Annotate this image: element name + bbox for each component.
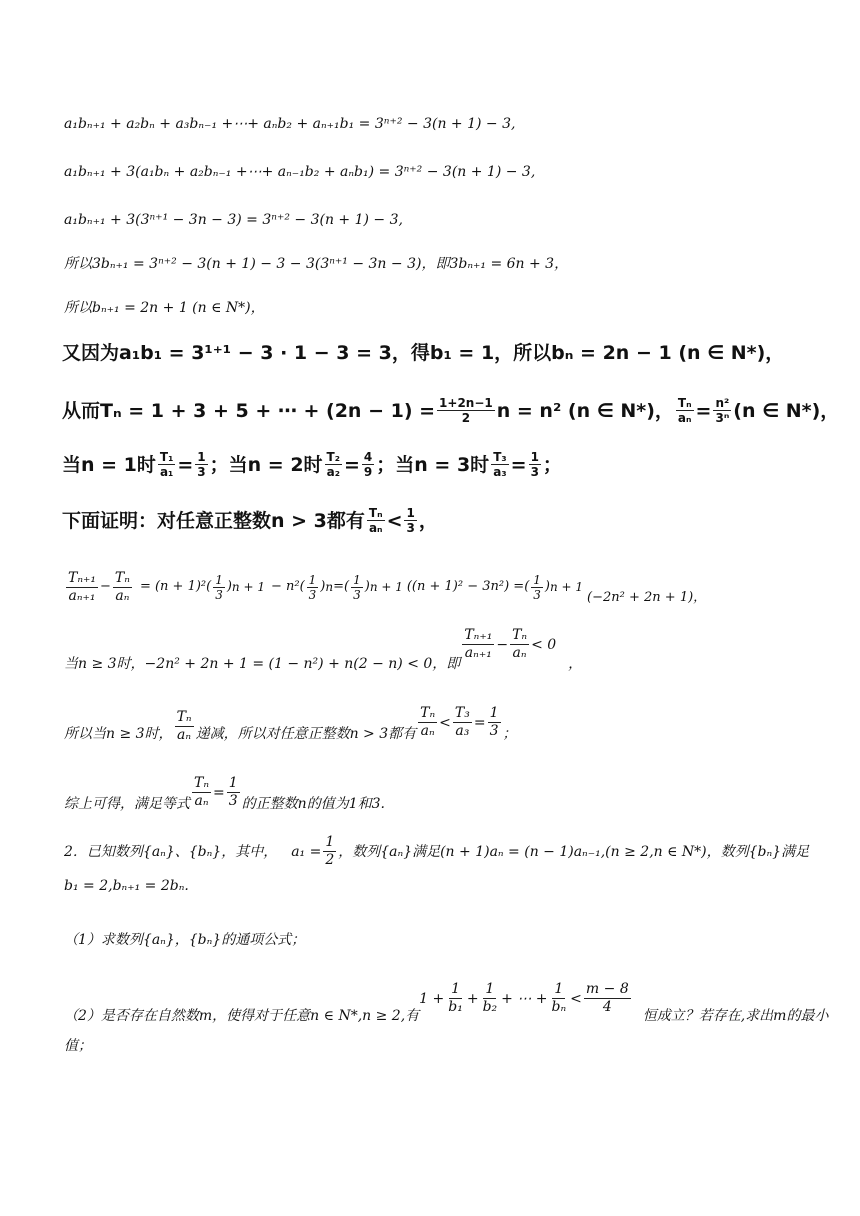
exponent: n + 1: [550, 580, 584, 594]
denominator: 3: [406, 521, 415, 535]
text-fragment: a₁ =: [291, 843, 322, 860]
numerator: Tₙ₊₁: [464, 627, 493, 643]
fraction: [195, 450, 207, 479]
inequality: [416, 705, 502, 740]
text-fragment: (−2n² + 2n + 1)，: [587, 590, 707, 605]
numerator: Tₙ: [194, 775, 210, 791]
denominator: a₁: [159, 465, 174, 479]
text-fragment: −: [100, 579, 111, 594]
text-fragment: （2）是否存在自然数m，使得对于任意n ∈ N*,n ≥ 2,有: [64, 1008, 420, 1024]
text-fragment: n = n² (n ∈ N*)，: [496, 399, 674, 422]
denominator: aₙ: [420, 723, 435, 739]
denominator: aₙ: [512, 645, 527, 661]
fraction: [325, 450, 342, 479]
text-fragment: 1 +: [419, 990, 445, 1007]
bold-line-3: 当n = 1时 $\frac{\text{T₁}}{\text{a₁}}$ = $\frac{1}{3}$ ；当n = 2时 $\frac{\text{T₂}}{\text{a₂}}$ = $\frac{4}{9}$ ；当n = 3时 $\frac{\text{T₃}}{\text{a₃}}$ = $\frac{1}{3}$ ；: [62, 450, 562, 479]
fraction: [307, 573, 319, 602]
fraction: [323, 834, 336, 869]
fraction: [529, 450, 541, 479]
n-ge-3-line: [64, 627, 583, 674]
denominator: a₃: [455, 723, 470, 739]
conclusion-line: [64, 762, 385, 814]
inequality: [419, 981, 633, 1016]
text-fragment: ((n + 1)² − 3n²) =: [406, 579, 525, 594]
fraction: [213, 573, 225, 602]
problem-2-b-line: b₁ = 2,bₙ₊₁ = 2bₙ.: [64, 878, 189, 894]
equality: [190, 775, 242, 810]
fraction: [404, 506, 416, 535]
text-fragment: = (n + 1)²: [139, 579, 207, 594]
numerator: T₂: [326, 450, 340, 464]
text-fragment: 的正整数n的值为1和3.: [241, 796, 385, 812]
inequality: [460, 627, 556, 662]
numerator: 1: [215, 572, 223, 587]
denominator: 2: [461, 411, 471, 425]
text-fragment: =: [473, 714, 486, 731]
fraction: [676, 396, 694, 425]
denominator: 3: [530, 465, 539, 479]
denominator: aₙ: [115, 587, 130, 604]
bold-line-1: 又因为a₁b₁ = 3¹⁺¹ − 3 · 1 − 3 = 3，得b₁ = 1，所以bₙ = 2n − 1 (n ∈ N*)，: [62, 342, 785, 364]
fraction: [158, 450, 175, 479]
numerator: 1: [308, 572, 317, 587]
numerator: 1: [451, 981, 461, 997]
exponent: n + 1: [231, 580, 265, 594]
denominator: aₙ₊₁: [464, 645, 492, 661]
numerator: 1: [489, 705, 499, 721]
denominator: a₂: [326, 465, 340, 479]
numerator: 1+2n−1: [439, 396, 493, 410]
fraction: [66, 570, 98, 605]
fraction: [713, 396, 731, 425]
exponent: n: [325, 580, 334, 594]
fraction: [446, 981, 465, 1016]
denominator: 4: [602, 999, 612, 1015]
numerator: 1: [197, 450, 206, 464]
denominator: 3: [353, 587, 361, 602]
fraction: [510, 627, 529, 662]
numerator: Tₙ: [176, 709, 192, 725]
numerator: 1: [228, 775, 238, 791]
numerator: 1: [406, 506, 415, 520]
numerator: 1: [533, 572, 541, 587]
numerator: T₃: [454, 705, 470, 721]
fraction: [437, 396, 495, 425]
denominator: 3: [533, 587, 541, 602]
denominator: 3: [228, 793, 238, 809]
text-fragment: −: [496, 636, 509, 653]
equation-line-2: a₁bₙ₊₁ + 3(a₁bₙ + a₂bₙ₋₁ +⋯+ aₙ₋₁b₂ + aₙb₁) = 3ⁿ⁺² − 3(n + 1) − 3,: [64, 164, 536, 180]
question-1: （1）求数列{aₙ}，{bₙ}的通项公式；: [64, 932, 306, 948]
fraction: [192, 775, 211, 810]
fraction: [550, 981, 569, 1016]
text-fragment: 2．已知数列{aₙ}、{bₙ}，其中，: [64, 843, 278, 860]
fraction: [351, 573, 363, 602]
fraction: [175, 709, 194, 744]
text-fragment: ；当n = 3时: [376, 453, 490, 476]
denominator: aₙ: [677, 411, 692, 425]
bold-line-2: 从而Tₙ = 1 + 3 + 5 + ⋯ + (2n − 1) = $\frac{1+2n-1}{2}$ n = n² (n ∈ N*)， $\frac{\text{Tₙ}}{\text{aₙ}}$ = $\frac{\text{n²}}{\text{3ⁿ}}$ (n ∈ N*)，: [62, 396, 840, 425]
problem-2-line: [64, 834, 809, 869]
text-fragment: 当n ≥ 3时，−2n² + 2n + 1 = (1 − n²) + n(2 − n) < 0，即: [64, 656, 461, 672]
text-fragment: 综上可得，满足等式: [64, 796, 190, 812]
denominator: aₙ: [177, 727, 192, 743]
difference-line: $\frac{\text{Tₙ₊₁}}{\text{aₙ₊₁}}$ − $\frac{\text{Tₙ}}{\text{aₙ}}$ = (n + 1)² ( $\frac{1}{3}$ ) n + 1 − n² ( $\frac{1}{3}$ ) n = ( $\frac{1}{3}$ ) n + 1 ((n + 1)² − 3n²) = ( $\frac{1}{3}$ ) n + 1 (−2n² + 2n + 1)，: [64, 566, 706, 608]
text-fragment: 当n = 1时: [62, 453, 156, 476]
text-fragment: ；: [502, 726, 517, 742]
numerator: Tₙ₊₁: [68, 569, 97, 586]
denominator: 3: [489, 723, 499, 739]
numerator: Tₙ: [420, 705, 436, 721]
question-2: [64, 972, 828, 1026]
fraction: [362, 450, 374, 479]
numerator: 1: [353, 572, 361, 587]
numerator: T₃: [493, 450, 507, 464]
numerator: Tₙ: [677, 396, 692, 410]
fraction: [488, 705, 501, 740]
denominator: b₁: [448, 999, 463, 1015]
text-fragment: ；: [542, 453, 562, 476]
fraction: [491, 450, 508, 479]
numerator: 1: [485, 981, 495, 997]
decreasing-line: [64, 692, 517, 744]
text-fragment: < 0: [531, 636, 557, 653]
fraction: [367, 506, 385, 535]
denominator: 2: [325, 852, 335, 868]
numerator: 1: [554, 981, 564, 997]
numerator: 1: [530, 450, 539, 464]
text-fragment: ；当n = 2时: [209, 453, 323, 476]
fraction: [453, 705, 472, 740]
bold-line-4: 下面证明：对任意正整数n > 3都有 $\frac{\text{Tₙ}}{\text{aₙ}}$ < $\frac{1}{3}$ ，: [62, 506, 438, 535]
exponent: n + 1: [369, 580, 403, 594]
equation-line-4: 所以3bₙ₊₁ = 3ⁿ⁺² − 3(n + 1) − 3 − 3(3ⁿ⁺¹ − 3n − 3)，即3bₙ₊₁ = 6n + 3，: [64, 256, 569, 272]
text-fragment: =: [333, 579, 345, 594]
denominator: aₙ: [194, 793, 209, 809]
equation-line-3: a₁bₙ₊₁ + 3(3ⁿ⁺¹ − 3n − 3) = 3ⁿ⁺² − 3(n + 1) − 3,: [64, 212, 403, 228]
denominator: 3: [197, 465, 206, 479]
numerator: Tₙ: [114, 569, 130, 586]
equation-line-1: a₁bₙ₊₁ + a₂bₙ + a₃bₙ₋₁ +⋯+ aₙb₂ + aₙ₊₁b₁ = 3ⁿ⁺² − 3(n + 1) − 3,: [64, 116, 516, 132]
denominator: 9: [363, 465, 373, 479]
denominator: bₙ: [551, 999, 567, 1015]
question-2-end: 值；: [64, 1038, 92, 1054]
text-fragment: 恒成立？若存在,求出m的最小: [642, 1008, 829, 1024]
numerator: Tₙ: [512, 627, 528, 643]
fraction: [531, 573, 543, 602]
denominator: a₃: [493, 465, 507, 479]
numerator: T₁: [159, 450, 174, 464]
denominator: 3ⁿ: [715, 411, 730, 425]
numerator: Tₙ: [368, 506, 383, 520]
numerator: n²: [715, 396, 730, 410]
numerator: m − 8: [585, 981, 629, 997]
text-fragment: (n ∈ N*)，: [733, 399, 840, 422]
text-fragment: <: [439, 714, 451, 731]
equation-line-5: 所以bₙ₊₁ = 2n + 1 (n ∈ N*)，: [64, 300, 265, 316]
numerator: 1: [325, 834, 335, 850]
denominator: b₂: [482, 999, 498, 1015]
denominator: 3: [308, 587, 317, 602]
text-fragment: <: [570, 990, 582, 1007]
fraction: [481, 981, 500, 1016]
fraction: [113, 570, 132, 605]
text-fragment: ，数列{aₙ}满足(n + 1)aₙ = (n − 1)aₙ₋₁,(n ≥ 2,n ∈ N*)，数列{bₙ}满足: [338, 843, 810, 860]
text-fragment: +: [466, 990, 479, 1007]
fraction: [462, 627, 494, 662]
denominator: aₙ: [368, 521, 383, 535]
denominator: aₙ₊₁: [68, 587, 96, 604]
bold-line-2-text: 从而Tₙ = 1 + 3 + 5 + ⋯ + (2n − 1) =: [62, 399, 436, 422]
numerator: 4: [363, 450, 373, 464]
text-fragment: ，: [418, 509, 438, 532]
denominator: 3: [215, 587, 223, 602]
text-fragment: ，: [568, 656, 583, 672]
text-fragment: 所以当n ≥ 3时，: [64, 726, 173, 742]
text-fragment: + ⋯ +: [501, 990, 548, 1007]
text-fragment: =: [213, 784, 225, 801]
fraction: [227, 775, 240, 810]
fraction: [584, 981, 631, 1016]
text-fragment: − n²: [270, 579, 300, 594]
text-fragment: 下面证明：对任意正整数n > 3都有: [62, 509, 365, 532]
text-fragment: 递减，所以对任意正整数n > 3都有: [195, 726, 417, 742]
fraction: [418, 705, 437, 740]
